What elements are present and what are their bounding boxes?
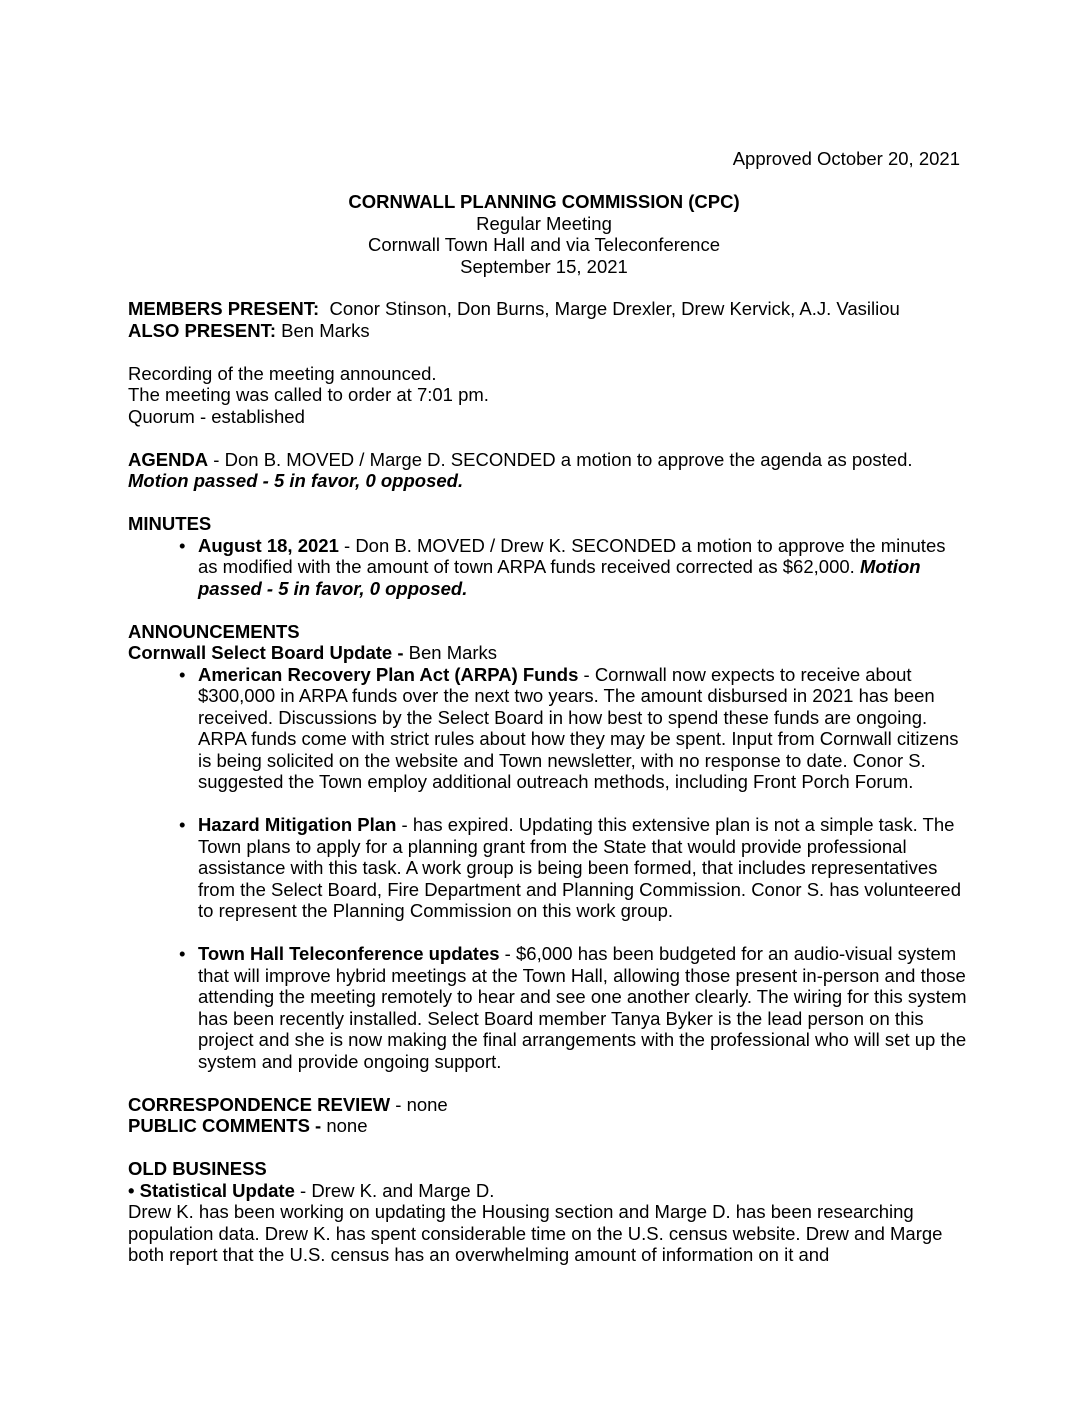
list-item — [128, 535, 968, 600]
announcement-title: Hazard Mitigation Plan — [198, 814, 397, 835]
correspondence-label: CORRESPONDENCE REVIEW — [128, 1093, 391, 1115]
public-comments-text: none — [326, 1115, 368, 1136]
announcements-list — [128, 664, 968, 1073]
list-item — [128, 664, 968, 793]
bullet-icon: • — [179, 534, 186, 556]
also-present-label: ALSO PRESENT: — [128, 319, 277, 341]
meeting-location: Cornwall Town Hall and via Teleconference — [367, 234, 721, 255]
correspondence-text: - none — [390, 1093, 448, 1115]
agenda-section — [128, 449, 968, 471]
minutes-body — [128, 298, 968, 1266]
approval-date: Approved October 20, 2021 — [732, 148, 960, 169]
announcement-text: - $6,000 has been budgeted for an audio-visual system that will improve hybrid meetings at the Town Hall, allowing those present in-person and those attending the meeting remotely to hear and see one another clearly. The wiring for this system has been recently installed. Select Board member Tanya Byker is the lead person on this project and she is now making the final arrangements with the professional who will set up the system and provide ongoing support. — [198, 943, 967, 1072]
public-comments — [128, 1115, 968, 1137]
members-present-names: Conor Stinson, Don Burns, Marge Drexler, Drew Kervick, A.J. Vasiliou — [329, 298, 900, 319]
announcement-text: - Cornwall now expects to receive about $300,000 in ARPA funds over the next two years. The amount disbursed in 2021 has been received. Discussions by the Select Board in how best to spend these funds are ongoing. ARPA funds come with strict rules about how they may be spent. Input from Cornwall citizens is being solicited on the website and Town newsletter, with no response to date. Conor S. suggested the Town employ additional outreach methods, including Front Porch Forum. — [198, 663, 959, 792]
announcement-title: Town Hall Teleconference updates — [198, 943, 500, 964]
bullet-icon: • — [128, 1179, 140, 1201]
select-board-update-person: Ben Marks — [408, 642, 498, 663]
agenda-text: - Don B. MOVED / Marge D. SECONDED a motion to approve the agenda as posted. — [208, 448, 913, 470]
meeting-type: Regular Meeting — [476, 212, 612, 234]
statistical-update — [128, 1180, 968, 1202]
old-business-heading: OLD BUSINESS — [128, 1158, 267, 1179]
announcement-text: - has expired. Updating this extensive plan is not a simple task. The Town plans to apply for a planning grant from the State that would provide professional assistance with this task. A work group is being been formed, that includes representatives from the Select Board, Fire Department and Planning Commission. Conor S. has volunteered to represent the Planning Commission on this work group. — [198, 814, 961, 921]
members-present — [128, 298, 968, 320]
bullet-icon: • — [179, 814, 186, 835]
public-comments-label: PUBLIC COMMENTS - — [128, 1115, 327, 1136]
minutes-item-text: - Don B. MOVED / Drew K. SECONDED a motion to approve the minutes as modified with the amount of town ARPA funds received corrected as $62,000. — [198, 534, 946, 577]
quorum-status: Quorum - established — [128, 405, 305, 427]
minutes-list — [128, 535, 968, 600]
announcements-heading: ANNOUNCEMENTS — [128, 620, 300, 642]
minutes-motion-result: Motion passed - 5 in favor, 0 opposed. — [198, 556, 921, 599]
statistical-update-title: Statistical Update — [139, 1179, 295, 1201]
also-present-names: Ben Marks — [281, 319, 370, 341]
statistical-update-paragraph: Drew K. has been working on updating the Housing section and Marge D. has been researching population data. Drew K. has spent considerable time on the U.S. census website. Drew and Marge both report that the U.S. census has an overwhelming amount of information on it and — [128, 1201, 943, 1265]
document-header — [0, 191, 1088, 277]
also-present — [128, 320, 968, 342]
minutes-heading: MINUTES — [128, 513, 212, 534]
minutes-item-label: August 18, 2021 — [198, 534, 339, 556]
select-board-update — [128, 642, 968, 664]
list-item — [128, 943, 968, 1072]
members-present-label: MEMBERS PRESENT: — [128, 298, 320, 319]
agenda-label: AGENDA — [128, 448, 209, 470]
bullet-icon: • — [179, 663, 186, 685]
bullet-icon: • — [179, 943, 186, 964]
recording-note: Recording of the meeting announced. — [128, 362, 437, 384]
agenda-motion-result: Motion passed - 5 in favor, 0 opposed. — [128, 470, 464, 491]
statistical-update-people: - Drew K. and Marge D. — [294, 1179, 495, 1201]
call-to-order: The meeting was called to order at 7:01 pm. — [128, 384, 489, 405]
meeting-date: September 15, 2021 — [460, 255, 628, 277]
document-title: CORNWALL PLANNING COMMISSION (CPC) — [348, 191, 740, 212]
select-board-update-label: Cornwall Select Board Update - — [128, 642, 409, 663]
correspondence-review — [128, 1094, 968, 1116]
list-item — [128, 814, 968, 922]
announcement-title: American Recovery Plan Act (ARPA) Funds — [198, 663, 579, 685]
